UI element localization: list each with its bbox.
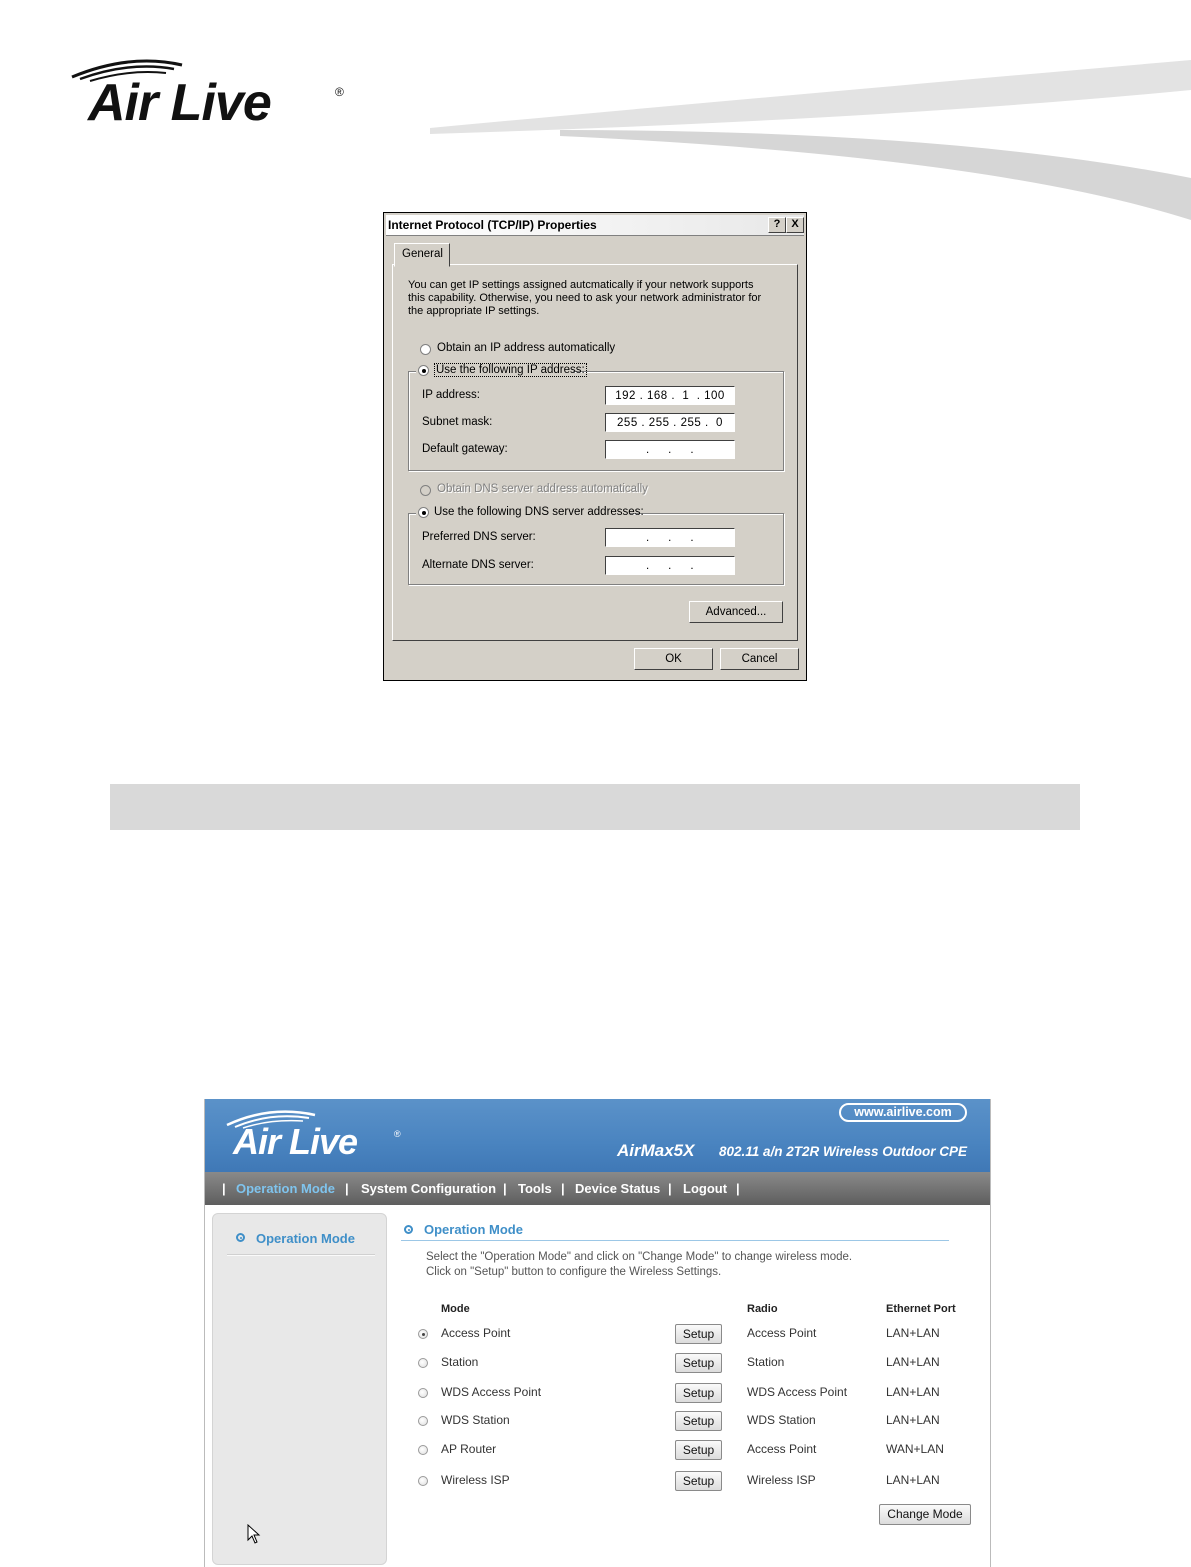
setup-button[interactable]: Setup xyxy=(675,1353,722,1373)
radio-cell: Station xyxy=(747,1355,785,1369)
column-header-radio: Radio xyxy=(747,1303,778,1315)
ethernet-cell: LAN+LAN xyxy=(886,1385,940,1399)
use-dns-label[interactable]: Use the following DNS server addresses: xyxy=(434,506,644,518)
logo-text: Air Live xyxy=(88,74,271,132)
mode-cell: Wireless ISP xyxy=(441,1473,510,1487)
section-title: Operation Mode xyxy=(424,1222,523,1237)
nav-operation-mode[interactable]: Operation Mode xyxy=(236,1181,335,1196)
nav-device-status[interactable]: Device Status xyxy=(575,1181,661,1196)
mode-radio-wds-station[interactable] xyxy=(418,1416,428,1426)
default-gateway-field[interactable] xyxy=(605,440,735,459)
mode-radio-ap-router[interactable] xyxy=(418,1445,428,1455)
alternate-dns-value: . . . xyxy=(642,560,698,572)
use-ip-radio[interactable] xyxy=(418,365,429,376)
nav-system-configuration[interactable]: System Configuration xyxy=(361,1181,497,1196)
subnet-mask-field[interactable] xyxy=(605,413,735,432)
column-header-ethernet-port: Ethernet Port xyxy=(886,1303,956,1315)
web-logo-registered-mark: ® xyxy=(394,1129,401,1139)
target-icon xyxy=(236,1233,245,1242)
ethernet-cell: LAN+LAN xyxy=(886,1355,940,1369)
section-description xyxy=(426,1250,852,1279)
use-dns-radio[interactable] xyxy=(418,507,429,518)
web-banner xyxy=(205,1099,990,1172)
nav-separator: | xyxy=(668,1181,672,1196)
main-nav xyxy=(205,1172,990,1205)
dialog-titlebar xyxy=(386,215,804,236)
intro-line: this capability. Otherwise, you need to ask your network administrator for xyxy=(408,292,762,304)
use-ip-legend xyxy=(416,363,585,379)
subnet-mask-label: Subnet mask: xyxy=(422,416,493,428)
use-dns-legend xyxy=(416,505,644,521)
mode-radio-wireless-isp[interactable] xyxy=(418,1476,428,1486)
intro-line: You can get IP settings assigned autcmatically if your network supports xyxy=(408,279,754,291)
intro-line: the appropriate IP settings. xyxy=(408,305,540,317)
column-header-mode: Mode xyxy=(441,1303,470,1315)
setup-button[interactable]: Setup xyxy=(675,1324,722,1344)
obtain-dns-radio[interactable] xyxy=(420,485,431,496)
default-gateway-label: Default gateway: xyxy=(422,443,508,455)
preferred-dns-value: . . . xyxy=(642,532,698,544)
cancel-button[interactable]: Cancel xyxy=(720,648,799,670)
nav-separator: | xyxy=(561,1181,565,1196)
mode-radio-access-point[interactable] xyxy=(418,1329,428,1339)
preferred-dns-label: Preferred DNS server: xyxy=(422,531,536,543)
ip-address-label: IP address: xyxy=(422,389,480,401)
nav-separator: | xyxy=(503,1181,507,1196)
setup-button[interactable]: Setup xyxy=(675,1440,722,1460)
dialog-title: Internet Protocol (TCP/IP) Properties xyxy=(388,218,597,232)
obtain-ip-label[interactable]: Obtain an IP address automatically xyxy=(437,342,616,354)
ethernet-cell: WAN+LAN xyxy=(886,1442,944,1456)
intro-text xyxy=(408,279,788,318)
alternate-dns-label: Alternate DNS server: xyxy=(422,559,534,571)
nav-tools[interactable]: Tools xyxy=(518,1181,552,1196)
logo-registered-mark: ® xyxy=(335,85,344,99)
mode-radio-wds-access-point[interactable] xyxy=(418,1388,428,1398)
section-divider xyxy=(401,1240,949,1241)
radio-cell: WDS Station xyxy=(747,1413,816,1427)
mode-radio-station[interactable] xyxy=(418,1358,428,1368)
ip-address-value: 192 . 168 . 1 . 100 xyxy=(615,390,725,402)
page-logo xyxy=(70,55,360,135)
product-name: AirMax5X xyxy=(617,1141,695,1160)
radio-cell: Wireless ISP xyxy=(747,1473,816,1487)
radio-cell: Access Point xyxy=(747,1442,817,1456)
ethernet-cell: LAN+LAN xyxy=(886,1326,940,1340)
sidebar-item-operation-mode[interactable]: Operation Mode xyxy=(256,1231,355,1246)
default-gateway-value: . . . xyxy=(642,444,698,456)
setup-button[interactable]: Setup xyxy=(675,1471,722,1491)
advanced-button[interactable]: Advanced... xyxy=(689,601,783,623)
mode-cell: Station xyxy=(441,1355,479,1369)
tab-general[interactable] xyxy=(394,243,450,267)
change-mode-button[interactable]: Change Mode xyxy=(879,1504,971,1525)
ok-button[interactable]: OK xyxy=(634,648,713,670)
description-line: Select the "Operation Mode" and click on "Change Mode" to change wireless mode. xyxy=(426,1251,853,1263)
airmax-web-ui xyxy=(204,1099,991,1567)
ethernet-cell: LAN+LAN xyxy=(886,1473,940,1487)
radio-cell: Access Point xyxy=(747,1326,817,1340)
mode-cell: AP Router xyxy=(441,1442,497,1456)
header-swoosh-graphic xyxy=(430,60,1191,225)
sidebar-divider xyxy=(227,1254,375,1256)
ethernet-cell: LAN+LAN xyxy=(886,1413,940,1427)
web-logo-text: Air Live xyxy=(233,1121,358,1162)
mode-cell: Access Point xyxy=(441,1326,511,1340)
mouse-pointer-icon xyxy=(247,1524,261,1544)
obtain-dns-label[interactable]: Obtain DNS server address automatically xyxy=(437,483,648,495)
mode-cell: WDS Station xyxy=(441,1413,510,1427)
nav-separator: | xyxy=(345,1181,349,1196)
obtain-ip-radio[interactable] xyxy=(420,344,431,355)
use-ip-label[interactable]: Use the following IP address: xyxy=(436,364,585,376)
setup-button[interactable]: Setup xyxy=(675,1383,722,1403)
section-bar xyxy=(110,784,1080,830)
setup-button[interactable]: Setup xyxy=(675,1411,722,1431)
section-target-icon xyxy=(404,1225,413,1234)
sidebar xyxy=(212,1213,387,1565)
ip-address-field[interactable] xyxy=(605,386,735,405)
help-button[interactable]: ? xyxy=(768,217,786,233)
mode-cell: WDS Access Point xyxy=(441,1385,542,1399)
tcpip-properties-dialog xyxy=(383,212,807,681)
alternate-dns-field[interactable] xyxy=(605,556,735,575)
description-line: Click on "Setup" button to configure the Wireless Settings. xyxy=(426,1265,722,1278)
subnet-mask-value: 255 . 255 . 255 . 0 xyxy=(617,417,723,429)
radio-cell: WDS Access Point xyxy=(747,1385,848,1399)
product-description: 802.11 a/n 2T2R Wireless Outdoor CPE xyxy=(719,1144,967,1159)
nav-separator: | xyxy=(736,1181,740,1196)
tab-general-label: General xyxy=(402,248,443,260)
close-button[interactable]: X xyxy=(786,217,804,233)
nav-logout[interactable]: Logout xyxy=(683,1181,728,1196)
nav-separator: | xyxy=(222,1181,226,1196)
preferred-dns-field[interactable] xyxy=(605,528,735,547)
airlive-url-link[interactable]: www.airlive.com xyxy=(839,1103,967,1122)
